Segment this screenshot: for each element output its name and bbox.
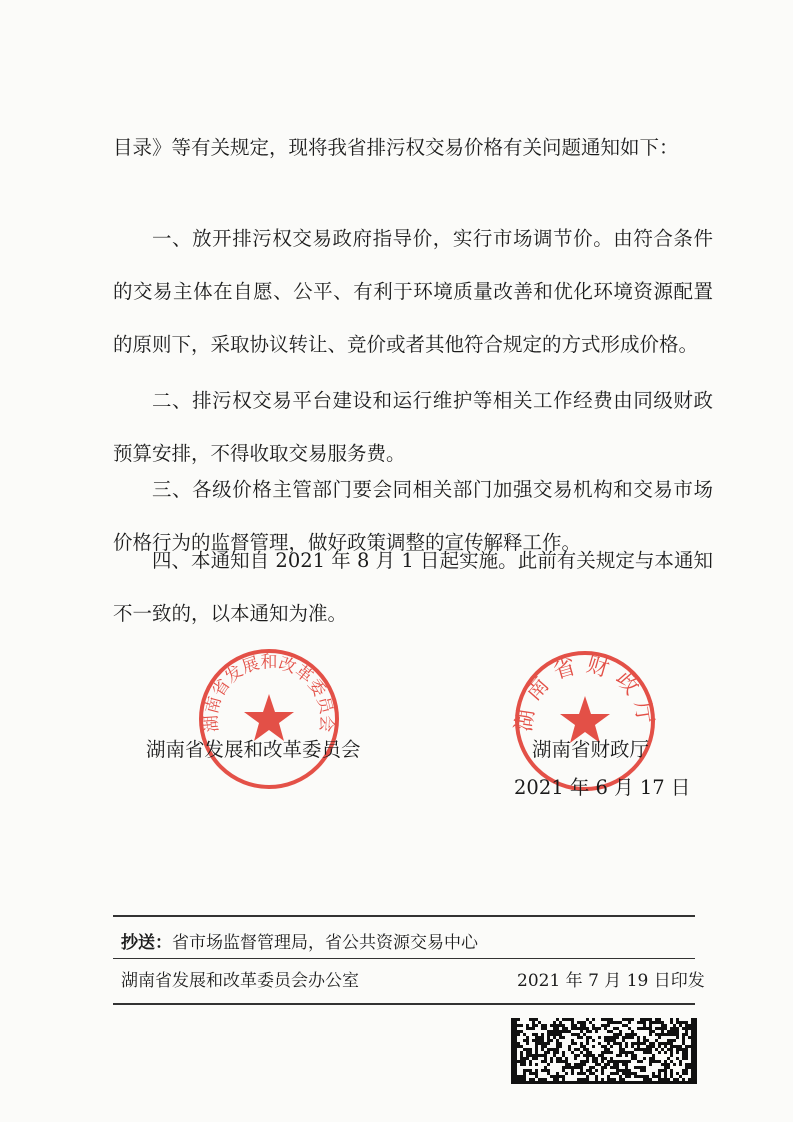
svg-text:湖南省财政厅: 湖南省财政厅	[512, 652, 658, 734]
signature-org-left: 湖南省发展和改革委员会	[146, 738, 361, 761]
cc-recipients: 省市场监督管理局，省公共资源交易中心	[172, 933, 478, 953]
issuing-office: 湖南省发展和改革委员会办公室	[121, 971, 359, 991]
print-date: 2021 年 7 月 19 日印发	[517, 971, 705, 991]
signature-org-right: 湖南省财政厅	[532, 738, 650, 761]
signature-date: 2021 年 6 月 17 日	[514, 776, 691, 799]
cc-label: 抄送：	[121, 933, 172, 953]
footer-rule-bottom	[113, 1003, 695, 1005]
body-paragraph-item-4: 四、本通知自 2021 年 8 月 1 日起实施。此前有关规定与本通知不一致的，以本通知为准。	[113, 549, 713, 625]
body-paragraph-intro: 目录》等有关规定，现将我省排污权交易价格有关问题通知如下：	[113, 136, 679, 159]
body-paragraph-item-1: 一、放开排污权交易政府指导价，实行市场调节价。由符合条件的交易主体在自愿、公平、有利于环境质量改善和优化环境资源配置的原则下，采取协议转让、竞价或者其他符合规定的方式形成价格。	[113, 227, 713, 356]
body-paragraph-item-2: 二、排污权交易平台建设和运行维护等相关工作经费由同级财政预算安排，不得收取交易服务费。	[113, 389, 713, 465]
footer-rule-top	[113, 915, 695, 917]
cc-line	[121, 928, 478, 953]
body-paragraph-item-3: 三、各级价格主管部门要会同相关部门加强交易机构和交易市场价格行为的监督管理，做好政策调整的宣传解释工作。	[113, 478, 713, 554]
svg-text:湖南省发展和改革委员会: 湖南省发展和改革委员会	[201, 652, 337, 733]
footer-rule-middle	[113, 958, 695, 959]
barcode-icon	[511, 1018, 697, 1086]
seal-left-stamp	[196, 646, 342, 792]
